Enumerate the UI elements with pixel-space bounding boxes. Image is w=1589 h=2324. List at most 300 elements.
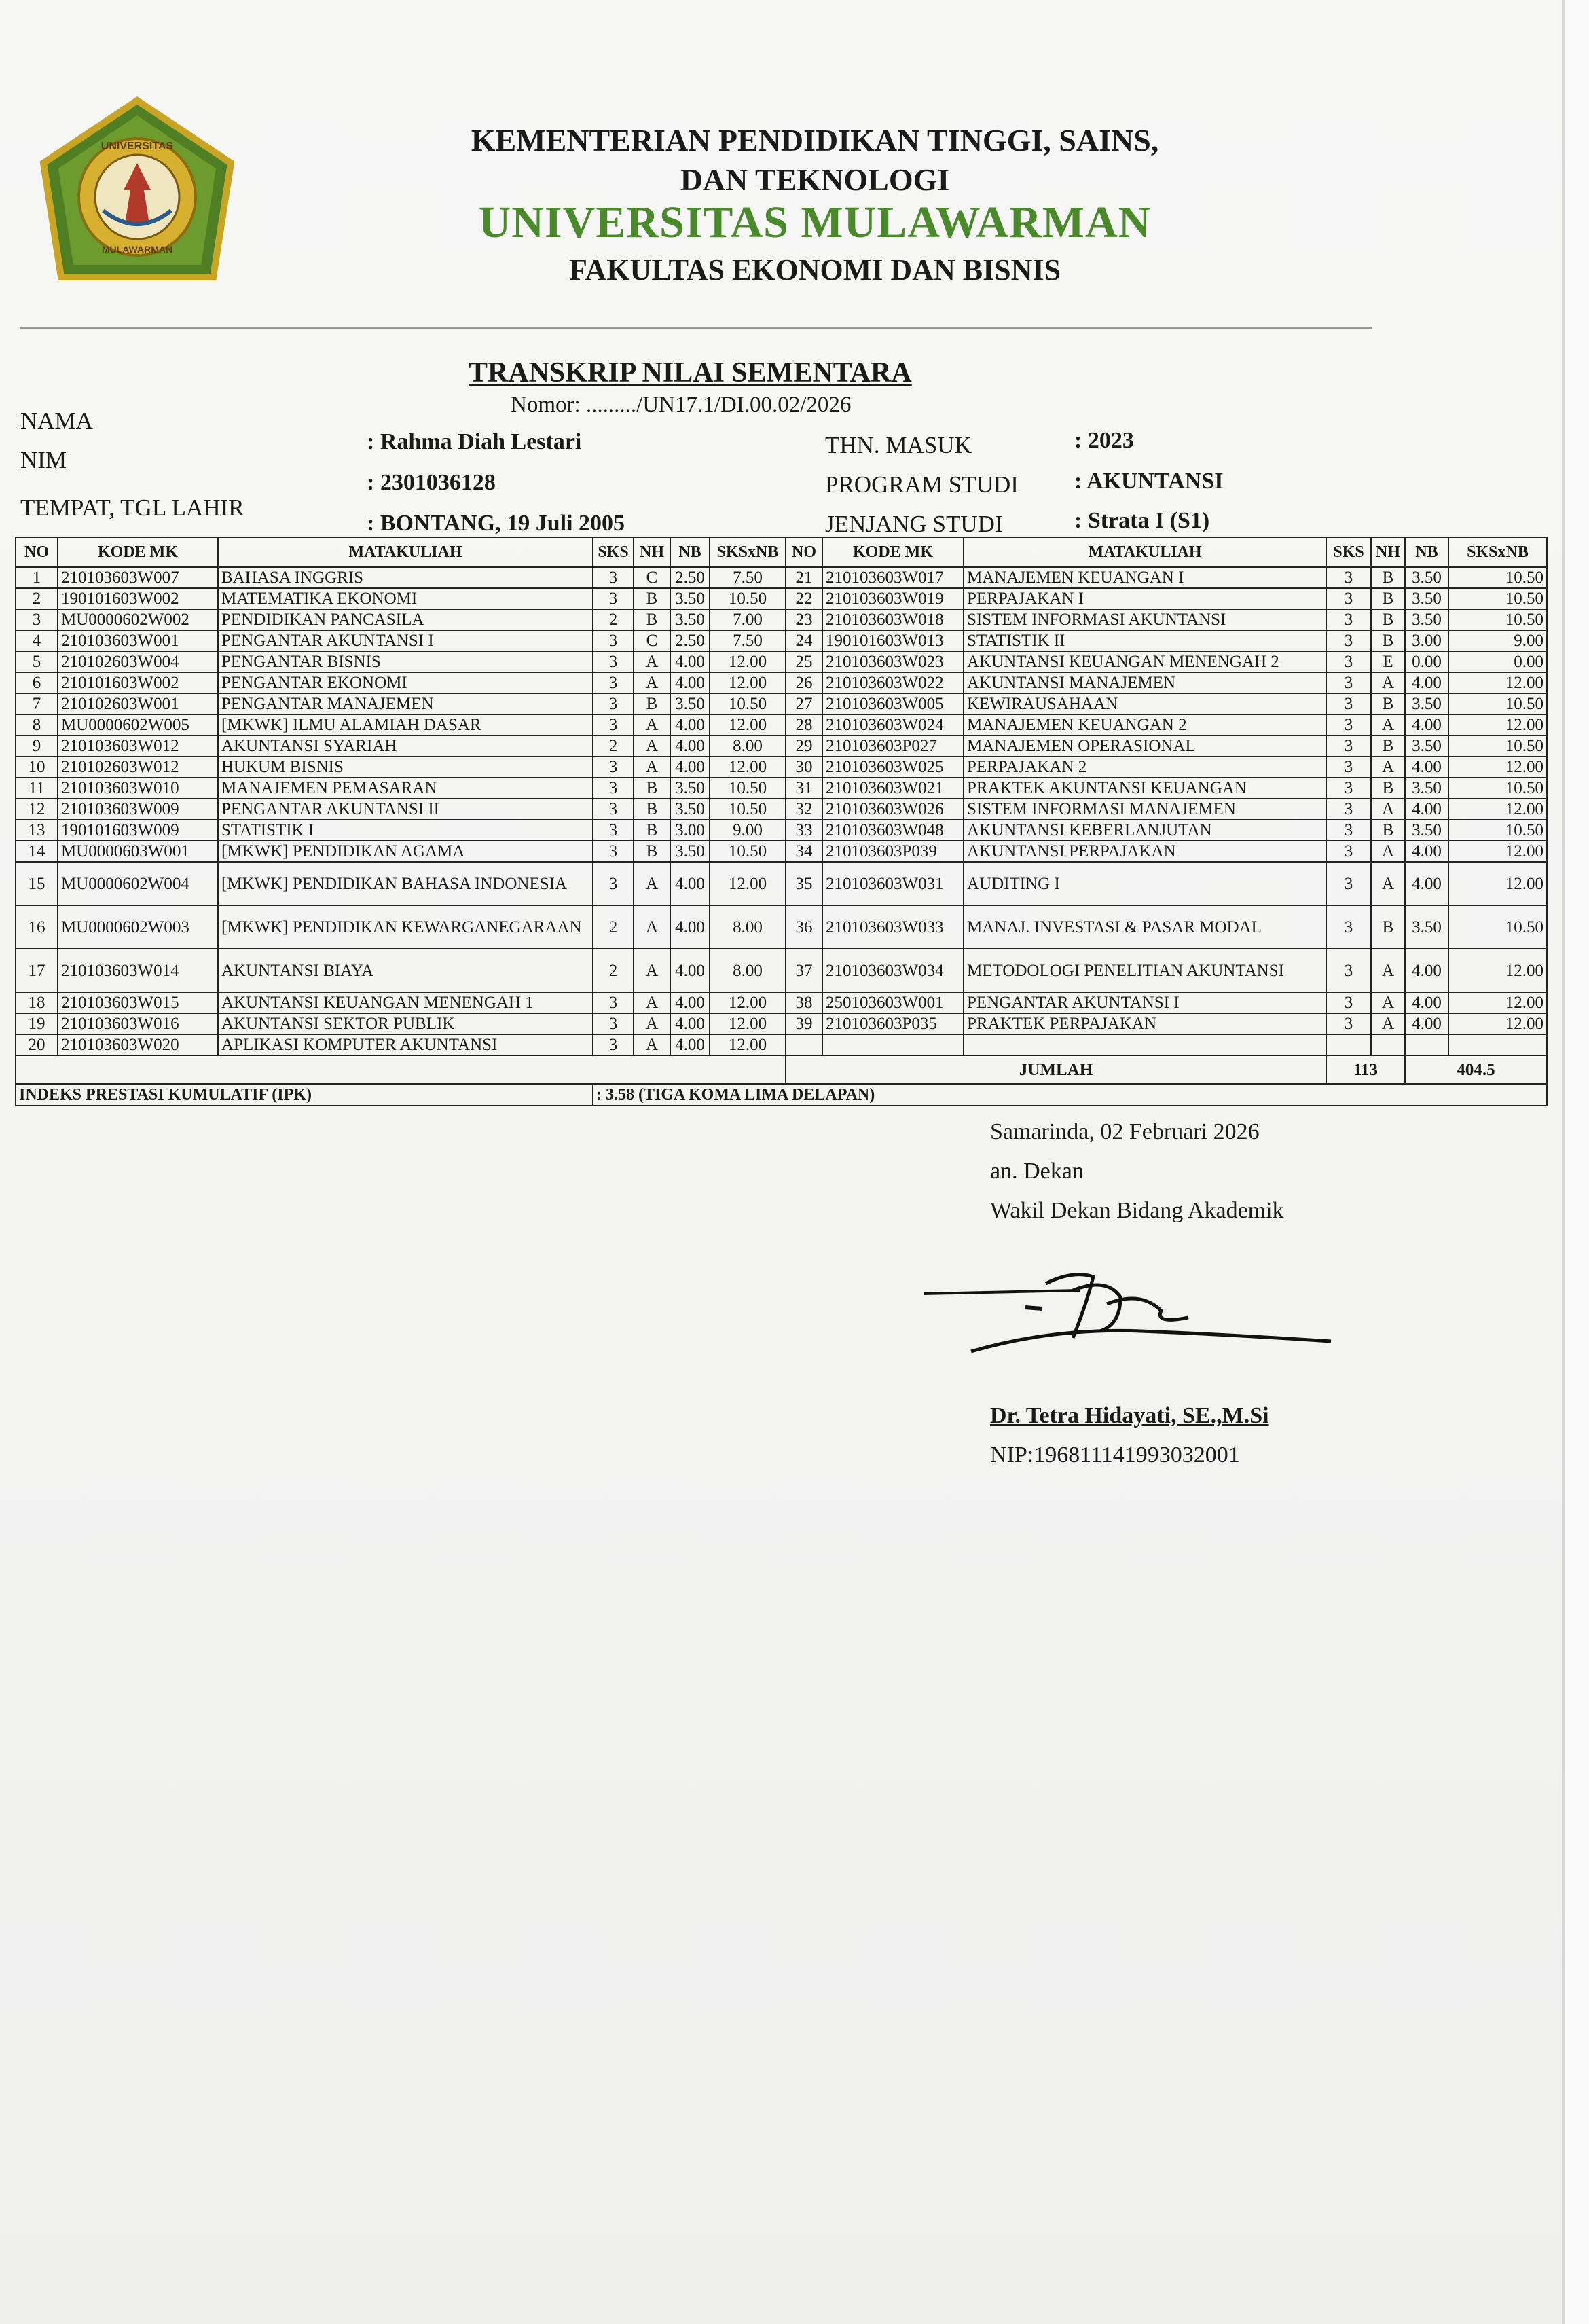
course-sks: 3 [1326, 693, 1371, 714]
course-name: STATISTIK I [218, 820, 593, 841]
jenjang-label: JENJANG STUDI [825, 511, 1003, 537]
course-sks: 3 [593, 799, 634, 820]
table-row [16, 949, 1547, 992]
nama-label: NAMA [20, 407, 93, 434]
logo-text-top: UNIVERSITAS [101, 141, 174, 152]
course-sksxnb: 7.50 [710, 630, 786, 651]
course-name: AKUNTANSI KEUANGAN MENENGAH 1 [218, 992, 593, 1013]
course-nh: A [1371, 841, 1405, 862]
course-sks: 3 [593, 630, 634, 651]
ministry-line-1: KEMENTERIAN PENDIDIKAN TINGGI, SAINS, [471, 123, 1159, 158]
course-nb: 3.50 [1405, 588, 1448, 609]
empty-cell [786, 1034, 822, 1055]
course-sksxnb: 7.50 [710, 567, 786, 588]
course-sksxnb: 10.50 [710, 693, 786, 714]
course-name: PERPAJAKAN I [964, 588, 1326, 609]
course-sksxnb: 12.00 [710, 714, 786, 736]
course-sksxnb: 12.00 [710, 992, 786, 1013]
course-name: AKUNTANSI BIAYA [218, 949, 593, 992]
course-sksxnb: 10.50 [1448, 778, 1547, 799]
course-sks: 3 [1326, 862, 1371, 905]
course-name: PENGANTAR AKUNTANSI II [218, 799, 593, 820]
course-nh: A [634, 862, 670, 905]
course-code: 210103603W021 [822, 778, 964, 799]
course-nh: A [1371, 714, 1405, 736]
course-nh: B [1371, 609, 1405, 630]
course-sks: 3 [593, 820, 634, 841]
course-nh: A [634, 992, 670, 1013]
course-sks: 2 [593, 736, 634, 757]
course-name: AKUNTANSI MANAJEMEN [964, 672, 1326, 693]
course-sks: 3 [593, 693, 634, 714]
course-nb: 2.50 [670, 630, 710, 651]
course-nh: A [634, 905, 670, 949]
course-sks: 3 [1326, 736, 1371, 757]
course-sksxnb: 10.50 [1448, 588, 1547, 609]
course-nb: 3.00 [670, 820, 710, 841]
table-row [16, 693, 1547, 714]
course-no: 31 [786, 778, 822, 799]
course-name: PRAKTEK AKUNTANSI KEUANGAN [964, 778, 1326, 799]
course-no: 14 [16, 841, 58, 862]
course-nb: 4.00 [670, 714, 710, 736]
course-name: MANAJEMEN KEUANGAN 2 [964, 714, 1326, 736]
col-sks-right: SKS [1326, 537, 1371, 567]
course-no: 2 [16, 588, 58, 609]
course-sksxnb: 10.50 [1448, 905, 1547, 949]
document-title: TRANSKRIP NILAI SEMENTARA [469, 357, 912, 388]
course-nb: 4.00 [1405, 757, 1448, 778]
course-name: PENGANTAR BISNIS [218, 651, 593, 672]
course-sksxnb: 12.00 [710, 651, 786, 672]
course-sks: 3 [593, 651, 634, 672]
course-sksxnb: 10.50 [710, 841, 786, 862]
course-nh: A [634, 651, 670, 672]
col-sks-left: SKS [593, 537, 634, 567]
course-nb: 3.00 [1405, 630, 1448, 651]
course-nb: 0.00 [1405, 651, 1448, 672]
course-sksxnb: 10.50 [710, 588, 786, 609]
course-nb: 4.00 [1405, 672, 1448, 693]
course-sks: 3 [1326, 651, 1371, 672]
course-name: PENGANTAR MANAJEMEN [218, 693, 593, 714]
course-code: 210101603W002 [58, 672, 218, 693]
course-code: 210103603W005 [822, 693, 964, 714]
table-row [16, 736, 1547, 757]
course-nh: A [634, 736, 670, 757]
course-code: MU0000602W003 [58, 905, 218, 949]
ipk-label: INDEKS PRESTASI KUMULATIF (IPK) [16, 1084, 593, 1106]
course-nb: 3.50 [1405, 693, 1448, 714]
course-nb: 3.50 [670, 609, 710, 630]
course-nh: A [1371, 799, 1405, 820]
course-code: 210103603W014 [58, 949, 218, 992]
course-nb: 3.50 [1405, 820, 1448, 841]
course-code: 210103603W009 [58, 799, 218, 820]
course-no: 16 [16, 905, 58, 949]
student-birth: : BONTANG, 19 Juli 2005 [367, 511, 625, 536]
course-nb: 3.50 [670, 588, 710, 609]
transcript-table [15, 537, 1548, 1106]
course-sks: 2 [593, 905, 634, 949]
course-nh: B [634, 820, 670, 841]
course-sksxnb: 12.00 [1448, 992, 1547, 1013]
course-sks: 3 [1326, 757, 1371, 778]
course-nb: 4.00 [1405, 799, 1448, 820]
course-nb: 3.50 [670, 778, 710, 799]
course-nb: 4.00 [670, 905, 710, 949]
course-code: 210103603W010 [58, 778, 218, 799]
course-code: 250103603W001 [822, 992, 964, 1013]
course-name: SISTEM INFORMASI MANAJEMEN [964, 799, 1326, 820]
header-divider [20, 327, 1372, 329]
course-sksxnb: 12.00 [710, 672, 786, 693]
course-no: 21 [786, 567, 822, 588]
course-name: PENGANTAR EKONOMI [218, 672, 593, 693]
course-no: 34 [786, 841, 822, 862]
course-code: 210103603W048 [822, 820, 964, 841]
course-code: 210103603W007 [58, 567, 218, 588]
col-sksxnb-right: SKSxNB [1448, 537, 1547, 567]
course-name: AUDITING I [964, 862, 1326, 905]
col-nh-right: NH [1371, 537, 1405, 567]
course-sksxnb: 12.00 [710, 1013, 786, 1034]
course-code: 210102603W004 [58, 651, 218, 672]
course-no: 6 [16, 672, 58, 693]
course-sks: 2 [593, 609, 634, 630]
empty-cell [964, 1034, 1326, 1055]
course-sksxnb: 12.00 [1448, 1013, 1547, 1034]
course-name: [MKWK] PENDIDIKAN AGAMA [218, 841, 593, 862]
table-row [16, 651, 1547, 672]
table-row [16, 778, 1547, 799]
sign-an: an. Dekan [990, 1159, 1084, 1184]
course-code: 210103603P027 [822, 736, 964, 757]
course-no: 29 [786, 736, 822, 757]
course-nb: 4.00 [1405, 714, 1448, 736]
course-code: 210103603W023 [822, 651, 964, 672]
course-sks: 3 [593, 672, 634, 693]
table-row [16, 820, 1547, 841]
course-no: 33 [786, 820, 822, 841]
course-name: HUKUM BISNIS [218, 757, 593, 778]
course-nh: B [1371, 905, 1405, 949]
course-name: PERPAJAKAN 2 [964, 757, 1326, 778]
course-no: 25 [786, 651, 822, 672]
col-sksxnb-left: SKSxNB [710, 537, 786, 567]
col-kode-left: KODE MK [58, 537, 218, 567]
nim-label: NIM [20, 447, 67, 473]
course-nb: 4.00 [1405, 1013, 1448, 1034]
course-code: 210103603W016 [58, 1013, 218, 1034]
course-name: MATEMATIKA EKONOMI [218, 588, 593, 609]
table-row [16, 630, 1547, 651]
course-no: 38 [786, 992, 822, 1013]
ministry-line-2: DAN TEKNOLOGI [680, 162, 950, 197]
course-nh: E [1371, 651, 1405, 672]
course-code: 210103603W034 [822, 949, 964, 992]
course-code: 210103603W020 [58, 1034, 218, 1055]
course-no: 30 [786, 757, 822, 778]
course-sksxnb: 8.00 [710, 949, 786, 992]
course-sksxnb: 12.00 [1448, 841, 1547, 862]
table-row [16, 757, 1547, 778]
course-sksxnb: 8.00 [710, 905, 786, 949]
course-name: MANAJ. INVESTASI & PASAR MODAL [964, 905, 1326, 949]
course-no: 39 [786, 1013, 822, 1034]
table-row [16, 714, 1547, 736]
empty-cell [1371, 1034, 1405, 1055]
course-code: 210103603W018 [822, 609, 964, 630]
course-code: 190101603W002 [58, 588, 218, 609]
course-sksxnb: 10.50 [710, 778, 786, 799]
course-nb: 4.00 [670, 862, 710, 905]
course-code: 210103603P035 [822, 1013, 964, 1034]
course-code: MU0000602W004 [58, 862, 218, 905]
course-name: APLIKASI KOMPUTER AKUNTANSI [218, 1034, 593, 1055]
col-kode-right: KODE MK [822, 537, 964, 567]
course-code: 210103603W026 [822, 799, 964, 820]
course-sksxnb: 12.00 [1448, 714, 1547, 736]
col-mk-left: MATAKULIAH [218, 537, 593, 567]
course-nh: A [1371, 1013, 1405, 1034]
course-sks: 3 [1326, 672, 1371, 693]
ipk-row [16, 1084, 1547, 1106]
course-code: 210103603W001 [58, 630, 218, 651]
course-code: 210103603W031 [822, 862, 964, 905]
course-name: [MKWK] PENDIDIKAN BAHASA INDONESIA [218, 862, 593, 905]
course-code: 210102603W001 [58, 693, 218, 714]
table-row [16, 1034, 1547, 1055]
course-no: 20 [16, 1034, 58, 1055]
course-name: AKUNTANSI SEKTOR PUBLIK [218, 1013, 593, 1034]
course-name: MANAJEMEN KEUANGAN I [964, 567, 1326, 588]
col-nh-left: NH [634, 537, 670, 567]
course-no: 22 [786, 588, 822, 609]
course-sksxnb: 9.00 [1448, 630, 1547, 651]
course-name: AKUNTANSI PERPAJAKAN [964, 841, 1326, 862]
course-nb: 3.50 [1405, 609, 1448, 630]
course-sks: 3 [1326, 992, 1371, 1013]
course-nh: B [1371, 588, 1405, 609]
course-no: 7 [16, 693, 58, 714]
course-no: 10 [16, 757, 58, 778]
course-sksxnb: 10.50 [1448, 567, 1547, 588]
empty-cell [1326, 1034, 1371, 1055]
course-sks: 3 [1326, 567, 1371, 588]
course-sksxnb: 12.00 [1448, 757, 1547, 778]
course-nb: 3.50 [670, 799, 710, 820]
col-nb-left: NB [670, 537, 710, 567]
course-name: STATISTIK II [964, 630, 1326, 651]
university-name: UNIVERSITAS MULAWARMAN [478, 198, 1152, 247]
course-sksxnb: 10.50 [1448, 609, 1547, 630]
course-code: 190101603W013 [822, 630, 964, 651]
course-name: [MKWK] ILMU ALAMIAH DASAR [218, 714, 593, 736]
course-nh: B [634, 588, 670, 609]
course-sksxnb: 10.50 [1448, 736, 1547, 757]
course-nh: C [634, 630, 670, 651]
course-no: 36 [786, 905, 822, 949]
jenjang-value: : Strata I (S1) [1074, 508, 1210, 533]
course-code: 210103603W012 [58, 736, 218, 757]
course-code: MU0000602W005 [58, 714, 218, 736]
table-row [16, 672, 1547, 693]
course-sks: 3 [1326, 799, 1371, 820]
course-nb: 4.00 [670, 992, 710, 1013]
course-nb: 3.50 [1405, 905, 1448, 949]
course-nh: A [634, 1013, 670, 1034]
total-label: JUMLAH [786, 1055, 1326, 1084]
course-no: 37 [786, 949, 822, 992]
course-name: [MKWK] PENDIDIKAN KEWARGANEGARAAN [218, 905, 593, 949]
course-nb: 4.00 [1405, 862, 1448, 905]
course-nb: 3.50 [1405, 736, 1448, 757]
total-row [16, 1055, 1547, 1084]
course-sks: 3 [593, 567, 634, 588]
course-no: 24 [786, 630, 822, 651]
course-nh: B [634, 693, 670, 714]
course-no: 9 [16, 736, 58, 757]
table-row [16, 799, 1547, 820]
total-sks: 113 [1326, 1055, 1405, 1084]
course-nb: 4.00 [670, 651, 710, 672]
course-code: 190101603W009 [58, 820, 218, 841]
course-sks: 2 [593, 949, 634, 992]
course-no: 19 [16, 1013, 58, 1034]
course-sksxnb: 12.00 [1448, 672, 1547, 693]
course-nb: 3.50 [1405, 567, 1448, 588]
course-name: BAHASA INGGRIS [218, 567, 593, 588]
course-nh: B [634, 799, 670, 820]
thn-masuk-label: THN. MASUK [825, 432, 972, 458]
course-sks: 3 [593, 992, 634, 1013]
col-mk-right: MATAKULIAH [964, 537, 1326, 567]
course-nh: B [1371, 630, 1405, 651]
thn-masuk-value: : 2023 [1074, 428, 1134, 453]
course-no: 23 [786, 609, 822, 630]
col-nb-right: NB [1405, 537, 1448, 567]
course-no: 18 [16, 992, 58, 1013]
course-nh: A [1371, 992, 1405, 1013]
course-name: METODOLOGI PENELITIAN AKUNTANSI [964, 949, 1326, 992]
course-nb: 4.00 [670, 672, 710, 693]
course-sks: 3 [593, 1034, 634, 1055]
course-nh: A [634, 672, 670, 693]
course-name: PENGANTAR AKUNTANSI I [964, 992, 1326, 1013]
course-sksxnb: 10.50 [1448, 820, 1547, 841]
course-no: 3 [16, 609, 58, 630]
table-row [16, 992, 1547, 1013]
empty-cell [822, 1034, 964, 1055]
course-nh: A [1371, 949, 1405, 992]
course-name: AKUNTANSI KEUANGAN MENENGAH 2 [964, 651, 1326, 672]
course-nh: A [634, 714, 670, 736]
course-name: PRAKTEK PERPAJAKAN [964, 1013, 1326, 1034]
course-sksxnb: 12.00 [1448, 949, 1547, 992]
course-code: MU0000602W002 [58, 609, 218, 630]
logo-text-bottom: MULAWARMAN [101, 244, 173, 255]
course-sksxnb: 12.00 [710, 757, 786, 778]
sign-role: Wakil Dekan Bidang Akademik [990, 1198, 1284, 1223]
course-name: PENDIDIKAN PANCASILA [218, 609, 593, 630]
course-nh: A [634, 757, 670, 778]
col-no-left: NO [16, 537, 58, 567]
faculty-name: FAKULTAS EKONOMI DAN BISNIS [568, 253, 1061, 287]
course-code: 210103603W022 [822, 672, 964, 693]
course-sks: 3 [593, 862, 634, 905]
course-nh: A [1371, 757, 1405, 778]
course-name: MANAJEMEN OPERASIONAL [964, 736, 1326, 757]
course-sksxnb: 12.00 [710, 862, 786, 905]
university-logo [35, 95, 239, 292]
course-no: 17 [16, 949, 58, 992]
table-row [16, 862, 1547, 905]
course-nb: 4.00 [670, 949, 710, 992]
prodi-label: PROGRAM STUDI [825, 471, 1019, 498]
table-row [16, 609, 1547, 630]
course-nh: A [1371, 672, 1405, 693]
course-sks: 3 [1326, 841, 1371, 862]
course-sks: 3 [1326, 905, 1371, 949]
ipk-value: : 3.58 (TIGA KOMA LIMA DELAPAN) [593, 1084, 1547, 1106]
course-name: MANAJEMEN PEMASARAN [218, 778, 593, 799]
course-no: 27 [786, 693, 822, 714]
course-nb: 2.50 [670, 567, 710, 588]
course-name: PENGANTAR AKUNTANSI I [218, 630, 593, 651]
course-sks: 3 [593, 588, 634, 609]
signer-nip: NIP:196811141993032001 [990, 1442, 1240, 1468]
table-row [16, 567, 1547, 588]
course-nb: 4.00 [1405, 841, 1448, 862]
total-spacer-left [16, 1055, 786, 1084]
course-nh: B [634, 841, 670, 862]
document-number: Nomor: ........./UN17.1/DI.00.02/2026 [511, 393, 852, 417]
course-nb: 3.50 [670, 841, 710, 862]
course-sks: 3 [593, 757, 634, 778]
handwritten-signature [917, 1263, 1345, 1365]
course-sksxnb: 12.00 [1448, 799, 1547, 820]
ttl-label: TEMPAT, TGL LAHIR [20, 494, 244, 521]
course-nb: 4.00 [670, 757, 710, 778]
course-code: 210103603W024 [822, 714, 964, 736]
table-row [16, 588, 1547, 609]
course-sks: 3 [1326, 820, 1371, 841]
course-nh: B [1371, 820, 1405, 841]
course-nh: A [634, 949, 670, 992]
course-nb: 3.50 [1405, 778, 1448, 799]
sign-place-date: Samarinda, 02 Februari 2026 [990, 1119, 1260, 1144]
course-nb: 4.00 [670, 736, 710, 757]
total-sksxnb: 404.5 [1405, 1055, 1547, 1084]
course-no: 1 [16, 567, 58, 588]
course-name: KEWIRAUSAHAAN [964, 693, 1326, 714]
table-row [16, 1013, 1547, 1034]
course-code: 210103603W015 [58, 992, 218, 1013]
col-no-right: NO [786, 537, 822, 567]
course-code: 210103603P039 [822, 841, 964, 862]
course-nh: B [1371, 778, 1405, 799]
course-nb: 4.00 [670, 1034, 710, 1055]
course-nh: B [634, 778, 670, 799]
course-no: 15 [16, 862, 58, 905]
course-no: 32 [786, 799, 822, 820]
course-no: 26 [786, 672, 822, 693]
course-no: 8 [16, 714, 58, 736]
course-no: 4 [16, 630, 58, 651]
course-code: 210103603W017 [822, 567, 964, 588]
course-sks: 3 [1326, 588, 1371, 609]
